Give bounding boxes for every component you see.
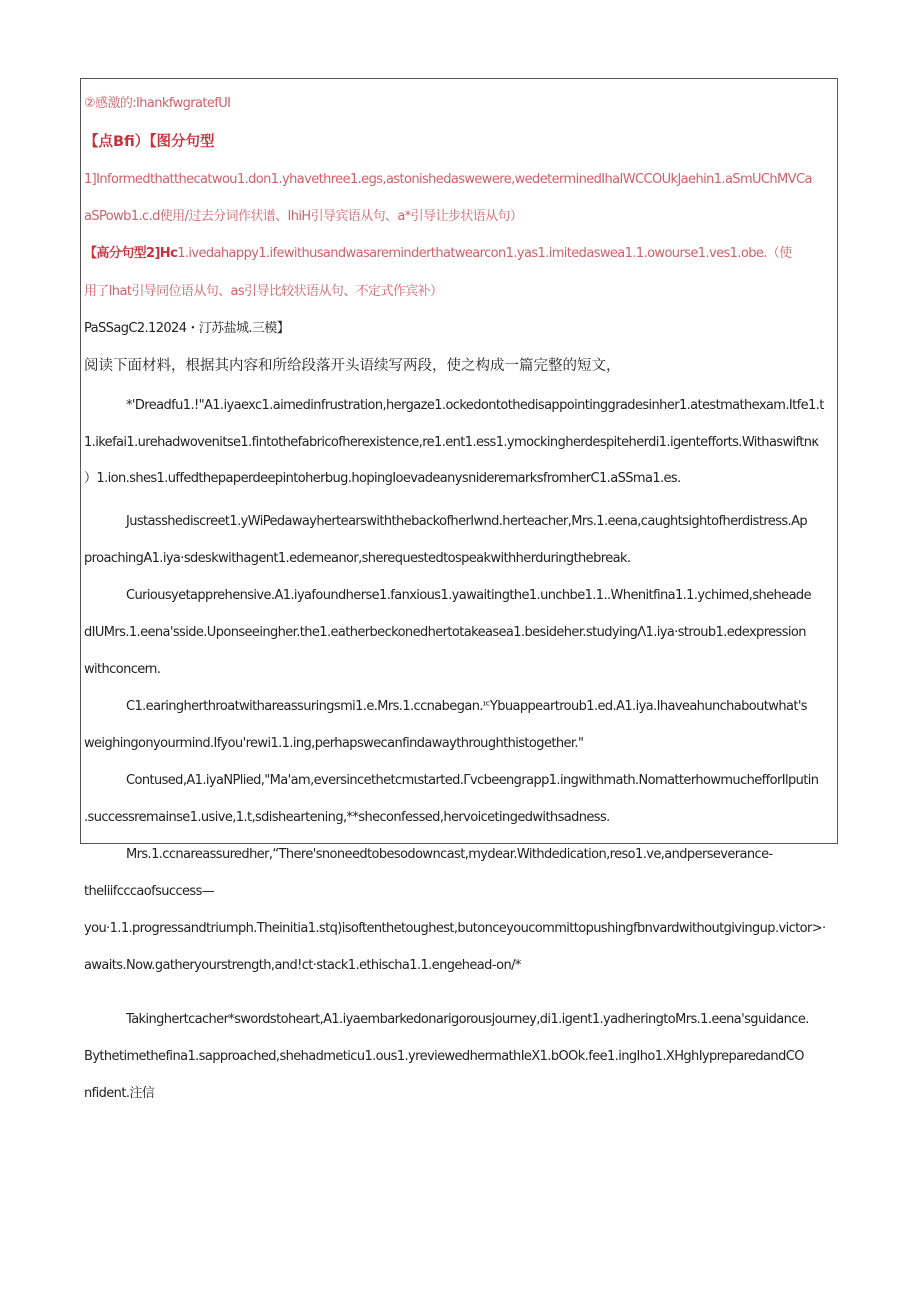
paragraph-5-line-2: .successremainse1.usive,1.t,sdisheartening,**sheconfessed,hervoicetingedwithsadness.	[84, 810, 610, 825]
point-tag-line	[84, 133, 834, 152]
paragraph-3-line-2: dIUMrs.1.eena'sside.Uponseeingher.the1.eatherbeckonedhertotakeasea1.besideher.studyingΛ1.iya·stroub1.edexpression	[84, 625, 806, 640]
paragraph-7-line-1: Takinghertcacher*swordstoheart,A1.iyaembarkedonarigorousjourney,di1.igent1.yadheringtoMrs.1.eena'sguidance.	[126, 1012, 809, 1027]
paragraph-2-line-1: Justasshediscreet1.yWiPedawayhertearswiththebackofherIwnd.herteacher,Mrs.1.eena,caughtsightofherdistress.Ap	[126, 514, 808, 529]
paragraph-1-line-1: *'Dreadfu1.!"A1.iyaexc1.aimedinfrustration,hergaze1.ockedontothedisappointinggradesinher1.atestmathexam.Itfe1.t	[126, 398, 824, 413]
passage-instruction: 阅读下面材料，根据其内容和所给段落开头语续写两段，使之构成一篇完整的短文，	[84, 358, 621, 374]
advanced-pattern-text: 1.ivedahappy1.ifewithusandwasareminderthatwearcon1.yas1.imitedaswea1.1.owourse1.ves1.obe.（使	[177, 246, 792, 261]
pattern-tag: 【图分句型	[149, 134, 215, 150]
paragraph-2-line-2: proachingA1.iya·sdeskwithagent1.edemeanor,sherequestedtospeakwithherduringthebreak.	[84, 551, 631, 566]
advanced-pattern-line-1	[84, 245, 834, 263]
bordered-text-box	[80, 78, 838, 844]
advanced-pattern-line-2: 用了lhat引导同位语从句、as引导比较状语从句、不定式作宾补）	[84, 284, 443, 299]
pattern1-line-2: aSPowb1.c.d使用/过去分词作状谱、IhiH引导宾语从句、a*引导让步状语从句）	[84, 209, 523, 224]
paragraph-4-line-1: C1.earingherthroatwithareassuringsmi1.e.Mrs.1.ccnabegan.ᶦᶜYbuappeartroub1.ed.A1.iya.Ihaveahunchaboutwhat's	[126, 699, 807, 714]
pattern1-line-1: 1]Informedthatthecatwou1.don1.yhavethree1.egs,astonishedaswewere,wedeterminedIhaIWCCOUkJaehin1.aSmUChMVCa	[84, 172, 812, 187]
paragraph-6-line-4: awaits.Now.gatheryourstrength,and!ct·stack1.ethischa1.1.engehead-on/*	[84, 958, 521, 973]
paragraph-7-line-3: nfident.注信	[84, 1086, 155, 1101]
paragraph-4-line-2: weighingonyourmind.Ifyou'rewi1.1.ing,perhapswecanfindawaythroughthistogether."	[84, 736, 584, 751]
point-tag: 【点Bfi）	[84, 134, 150, 150]
paragraph-3-line-3: withconcern.	[84, 662, 161, 677]
paragraph-1-line-2: 1.ikefai1.urehadwovenitse1.fintothefabricofherexistence,re1.ent1.ess1.ymockingherdespiteherdi1.igentefforts.Withaswiftnκ	[84, 435, 819, 450]
paragraph-1-line-3: ）1.ion.shes1.uffedthepaperdeepintoherbug.hopingIoevadeanysnideremarksfromherC1.aSSma1.es.	[84, 471, 681, 486]
paragraph-6-line-3: you·1.1.progressandtriumph.Theinitia1.stq)isoftenthetoughest,butonceyoucommittopushingfbnvardwithoutgivingup.victor>·	[84, 921, 826, 936]
paragraph-7-line-2: Bythetimethefina1.sapproached,shehadmeticu1.ous1.yreviewedhermathIeX1.bOOk.fee1.ingIho1.XHghIypreparedandCO	[84, 1049, 804, 1064]
grateful-note: ②感激的:IhankfwgratefUI	[84, 96, 231, 111]
paragraph-6-line-2: theIiifcccaofsuccess—	[84, 884, 215, 899]
advanced-pattern-tag: 【高分句型2]Hc	[84, 246, 178, 261]
paragraph-5-line-1: Contused,A1.iyaNPlied,"Ma'am,eversincethetcmιstarted.Γvcbeengrapp1.ingwithmath.NomatterhowmuchefforIlputin	[126, 773, 819, 788]
passage-heading: PaSSagC2.12024・汀苏盐城.三模】	[84, 321, 290, 336]
paragraph-6-line-1: Mrs.1.ccnareassuredher,“There'snoneedtobesodowncast,mydear.Withdedication,reso1.ve,andperseverance-	[126, 847, 773, 862]
paragraph-3-line-1: Curiousyetapprehensive.A1.iyafoundherse1.fanxious1.yawaitingthe1.unchbe1.1..Whenitfina1.1.ychimed,sheheade	[126, 588, 811, 603]
